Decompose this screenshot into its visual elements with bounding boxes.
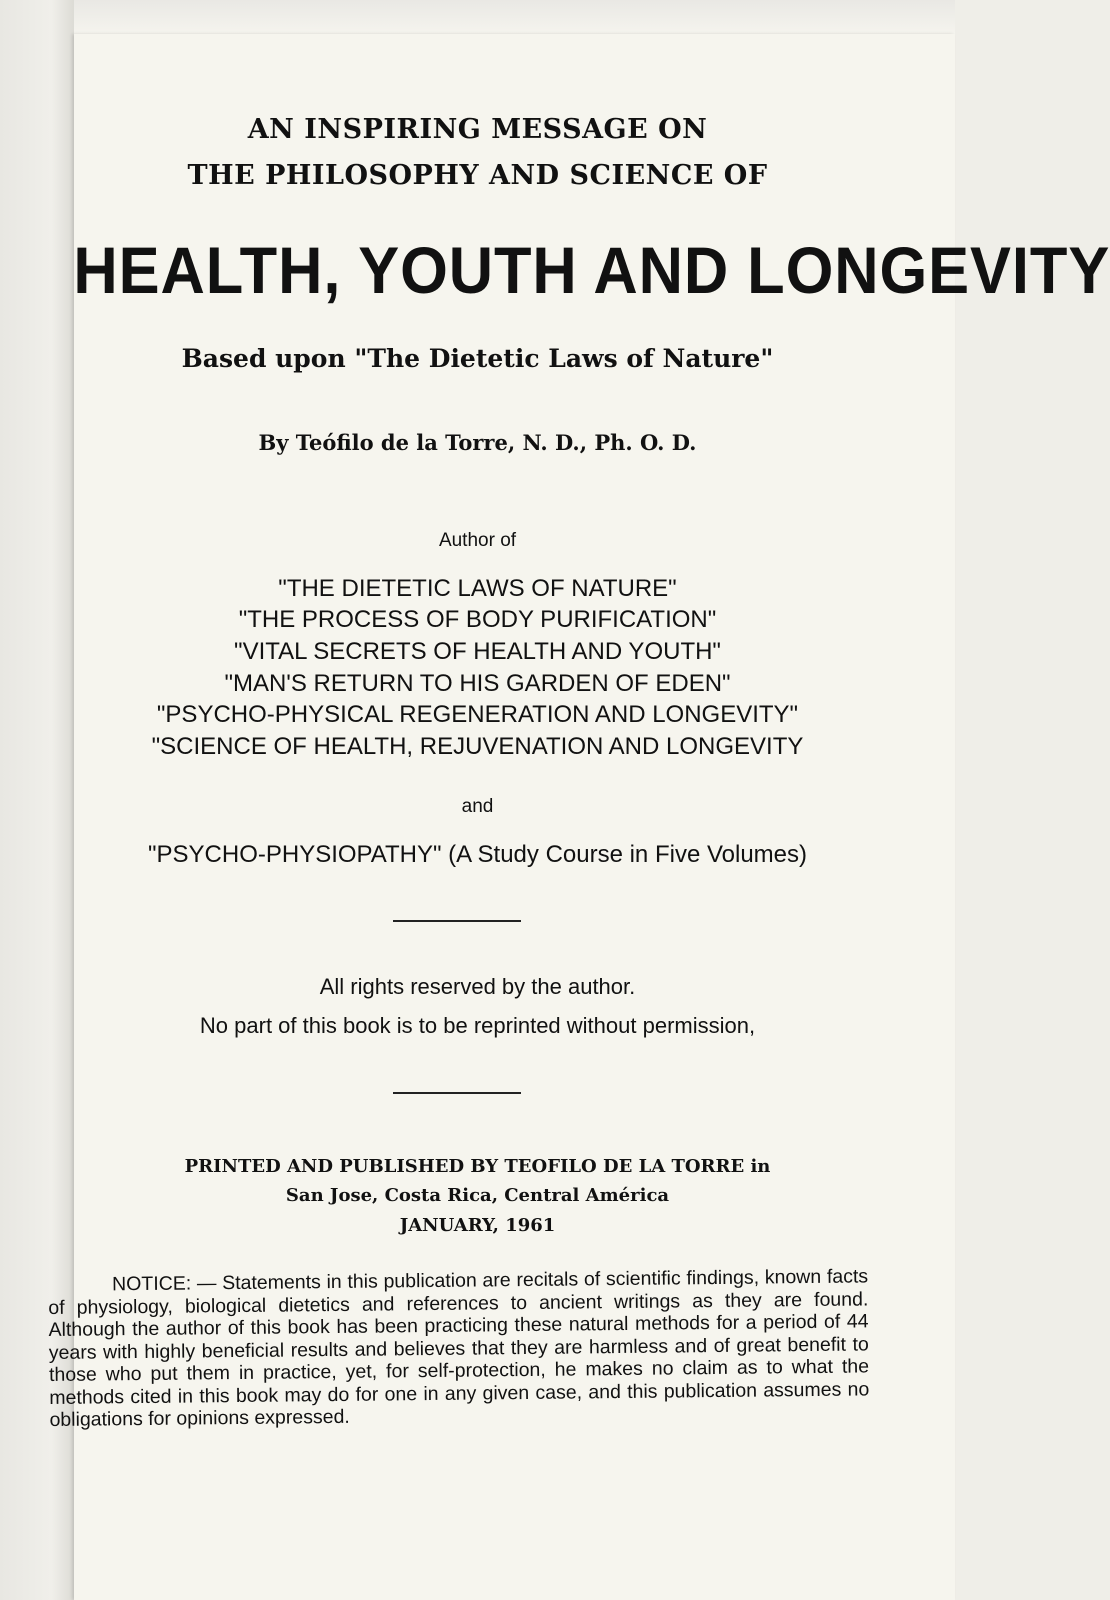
divider-rule-2 bbox=[393, 1092, 521, 1094]
heading-line-1: AN INSPIRING MESSAGE ON bbox=[247, 114, 708, 145]
book-title-2: "THE PROCESS OF BODY PURIFICATION" bbox=[238, 606, 717, 633]
and-word: and bbox=[461, 796, 494, 817]
imprint-line-2: San Jose, Costa Rica, Central América bbox=[285, 1185, 670, 1206]
rights-line-1: All rights reserved by the author. bbox=[319, 974, 636, 999]
main-title: HEALTH, YOUTH AND LONGEVITY bbox=[73, 233, 1110, 307]
book-title-3: "VITAL SECRETS OF HEALTH AND YOUTH" bbox=[234, 638, 721, 665]
author-of-label: Author of bbox=[438, 530, 517, 551]
imprint-line-3: JANUARY, 1961 bbox=[399, 1215, 556, 1236]
book-title-4: "MAN'S RETURN TO HIS GARDEN OF EDEN" bbox=[224, 670, 731, 697]
legal-notice: NOTICE: — Statements in this publication are recitals of scientific findings, known facts of physiology, biological dietetics and references to ancient writings as they are found. Although the author of this book has been practicing these natural methods for a period of 44 years with highly beneficial results and believes that they are harmless and of great benefit to those who put them in practice, yet, for self-protection, he makes no claim as to what the methods cited in this book may do for one in any given case, and this publication assumes no obligations for opinions expressed. bbox=[48, 1265, 870, 1431]
subtitle: Based upon "The Dietetic Laws of Nature" bbox=[181, 344, 774, 373]
book-title-5: "PSYCHO-PHYSICAL REGENERATION AND LONGEVITY" bbox=[156, 701, 799, 728]
byline: By Teófilo de la Torre, N. D., Ph. O. D. bbox=[258, 430, 697, 455]
rights-line-2: No part of this book is to be reprinted without permission, bbox=[199, 1013, 756, 1038]
book-title-7: "PSYCHO-PHYSIOPATHY" (A Study Course in Five Volumes) bbox=[147, 841, 807, 868]
imprint-line-1: PRINTED AND PUBLISHED BY TEOFILO DE LA TORRE in bbox=[184, 1156, 771, 1177]
divider-rule-1 bbox=[393, 920, 521, 922]
book-title-1: "THE DIETETIC LAWS OF NATURE" bbox=[278, 575, 677, 602]
page-top-edge bbox=[0, 0, 955, 34]
book-title-6: "SCIENCE OF HEALTH, REJUVENATION AND LONGEVITY bbox=[151, 733, 804, 760]
heading-line-2: THE PHILOSOPHY AND SCIENCE OF bbox=[187, 160, 768, 191]
